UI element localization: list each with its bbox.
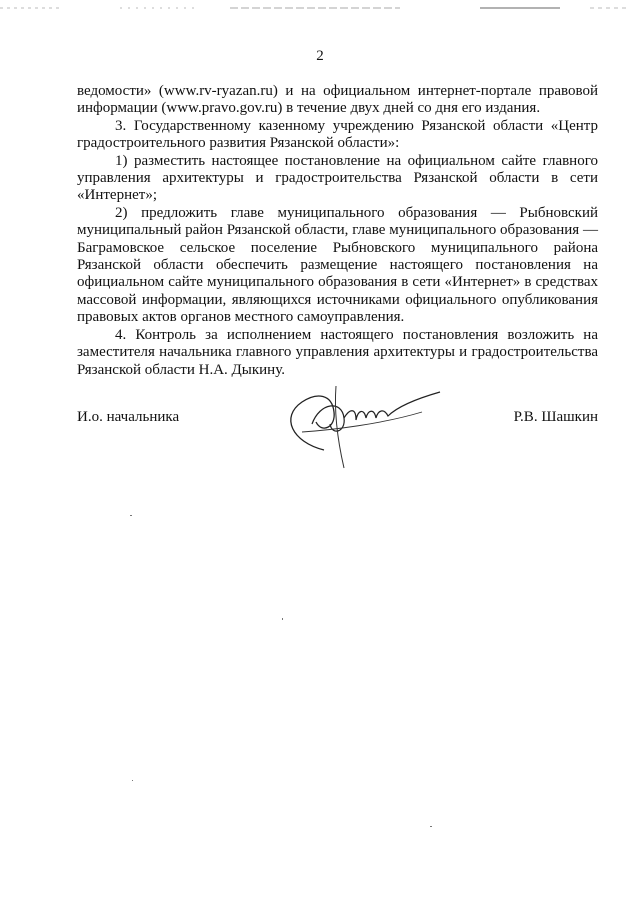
signatory-name: Р.В. Шашкин bbox=[513, 409, 598, 425]
scan-speck bbox=[130, 515, 132, 516]
scan-speck bbox=[282, 618, 283, 620]
scan-speck bbox=[132, 780, 133, 781]
document-body bbox=[77, 83, 598, 379]
paragraph-item-4: 4. Контроль за исполнением настоящего постановления возложить на заместителя начальника главного управления архитектуры и градостроительства Рязанской области Н.А. Дыкину. bbox=[77, 326, 598, 378]
scan-artifact-top-icon bbox=[0, 6, 640, 10]
position-title: И.о. начальника bbox=[77, 409, 180, 425]
paragraph-subitem-1: 1) разместить настоящее постановление на официальном сайте главного управления архитектуры и градостроительства Рязанской области в сети «Интернет»; bbox=[77, 152, 598, 204]
scan-speck bbox=[430, 826, 432, 827]
paragraph-continuation: ведомости» (www.rv-ryazan.ru) и на официальном интернет-портале правовой информации (www.pravo.gov.ru) в течение двух дней со дня его издания. bbox=[77, 83, 598, 117]
paragraph-item-3: 3. Государственному казенному учреждению Рязанской области «Центр градостроительного развития Рязанской области»: bbox=[77, 117, 598, 152]
page-number: 2 bbox=[316, 48, 324, 64]
paragraph-subitem-2: 2) предложить главе муниципального образования — Рыбновский муниципальный район Рязанской области, главе муниципального образования — Баграмовское сельское поселение Рыбновского муниципального района Рязанской области обеспечить размещение настоящего постановления на официальном сайте муниципального образования в сети «Интернет» в средствах массовой информации, являющихся источниками официального опубликования правовых актов органов местного самоуправления. bbox=[77, 204, 598, 326]
handwritten-signature-icon bbox=[272, 372, 452, 472]
